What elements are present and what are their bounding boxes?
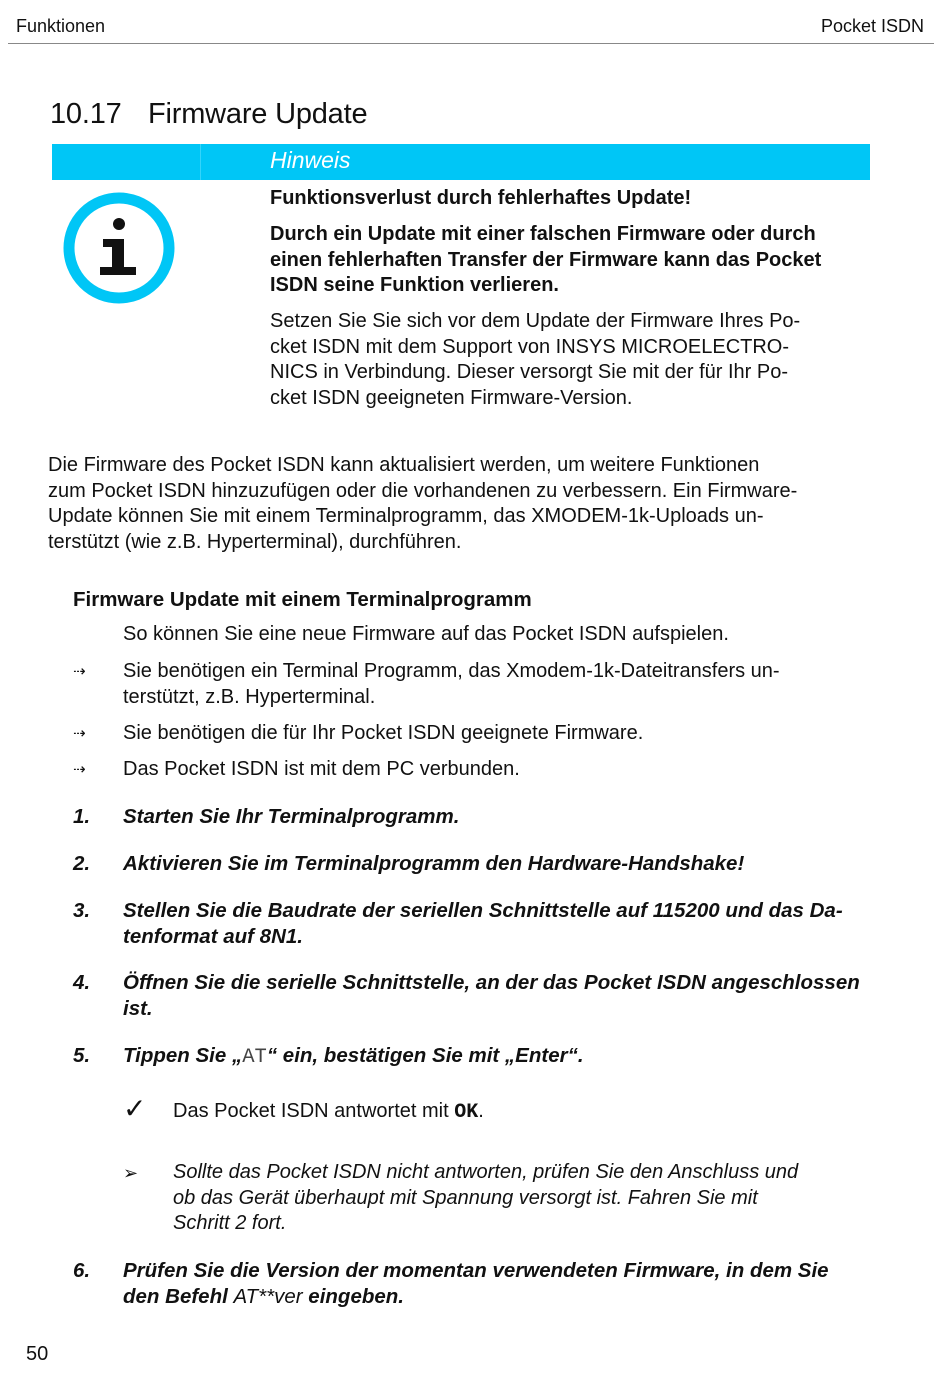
note-bold-line: Durch ein Update mit einer falschen Firmware oder durch	[270, 223, 816, 245]
step-item	[73, 1258, 883, 1309]
step-number: 4.	[73, 971, 91, 994]
note-bold-line: ISDN seine Funktion verlieren.	[270, 274, 559, 296]
body-line: zum Pocket ISDN hinzuzufügen oder die vorhandenen zu verbessern. Ein Firmware-	[48, 479, 798, 502]
checkmark-icon: ✓	[123, 1093, 147, 1124]
step-item	[73, 851, 883, 877]
command-code: AT**ver	[233, 1284, 303, 1308]
note-warning: Funktionsverlust durch fehlerhaftes Update!	[270, 187, 692, 209]
running-header-right: Pocket ISDN	[820, 16, 924, 36]
note-line: cket ISDN geeigneten Firmware-Version.	[270, 386, 633, 409]
note-line: NICS in Verbindung. Dieser versorgt Sie mit der für Ihr Po-	[270, 361, 788, 383]
step-text: Stellen Sie die Baudrate der seriellen Schnittstelle auf 115200 und das Da-	[123, 899, 843, 922]
hint-line: Sollte das Pocket ISDN nicht antworten, prüfen Sie den Anschluss und	[173, 1161, 799, 1183]
section-number: 10.17	[50, 98, 122, 130]
hint-line: ob das Gerät überhaupt mit Spannung versorgt ist. Fahren Sie mit	[173, 1186, 758, 1209]
step-text: Starten Sie Ihr Terminalprogramm.	[123, 805, 460, 828]
prerequisite-item	[73, 659, 873, 710]
step-item	[73, 1043, 883, 1071]
command-code: AT	[242, 1046, 267, 1069]
arrow-icon: ⇢	[73, 761, 86, 778]
prerequisite-line: terstützt, z.B. Hyperterminal.	[123, 685, 376, 708]
body-line: Die Firmware des Pocket ISDN kann aktualisiert werden, um weitere Funktionen	[48, 454, 760, 476]
step-text: Prüfen Sie die Version der momentan verwendeten Firmware, in dem Sie	[123, 1259, 829, 1282]
step-item	[73, 804, 883, 830]
step-item	[73, 898, 883, 949]
page-number: 50	[26, 1343, 49, 1365]
running-header-left: Funktionen	[16, 16, 106, 36]
note-text	[270, 309, 860, 411]
prerequisite-item	[73, 721, 873, 747]
note-line: Setzen Sie Sie sich vor dem Update der Firmware Ihres Po-	[270, 310, 801, 332]
step-number: 2.	[73, 852, 91, 875]
intro-text: So können Sie eine neue Firmware auf das Pocket ISDN aufspielen.	[123, 623, 729, 645]
step-text: tenformat auf 8N1.	[123, 924, 303, 948]
note-bold-line: einen fehlerhaften Transfer der Firmware kann das Pocket	[270, 248, 822, 271]
response-code: OK	[454, 1101, 479, 1124]
step-text: eingeben.	[302, 1284, 404, 1308]
note-title: Hinweis	[270, 147, 351, 173]
note-line: cket ISDN mit dem Support von INSYS MICROELECTRO-	[270, 335, 790, 358]
note-header-bar	[52, 144, 870, 180]
step-text: den Befehl	[123, 1284, 234, 1308]
info-icon	[62, 191, 176, 310]
step-number: 1.	[73, 805, 91, 828]
body-paragraph	[48, 453, 888, 555]
result-text: Das Pocket ISDN antwortet mit	[173, 1100, 455, 1122]
body-line: Update können Sie mit einem Terminalprogramm, das XMODEM-1k-Uploads un-	[48, 505, 764, 527]
prerequisite-line: Das Pocket ISDN ist mit dem PC verbunden.	[123, 758, 520, 780]
header-rule	[8, 43, 934, 44]
result-text-end: .	[478, 1100, 484, 1122]
step-number: 5.	[73, 1044, 91, 1067]
prerequisite-line: Sie benötigen ein Terminal Programm, das Xmodem-1k-Dateitransfers un-	[123, 660, 780, 682]
subheading: Firmware Update mit einem Terminalprogramm	[73, 588, 532, 611]
hint-line: Schritt 2 fort.	[173, 1212, 287, 1234]
prerequisite-line: Sie benötigen die für Ihr Pocket ISDN geeignete Firmware.	[123, 722, 644, 744]
note-bold-text	[270, 222, 860, 299]
body-line: terstützt (wie z.B. Hyperterminal), durchführen.	[48, 530, 462, 553]
arrow-icon: ⇢	[73, 725, 86, 742]
step-text: Öffnen Sie die serielle Schnittstelle, an der das Pocket ISDN angeschlossen	[123, 971, 860, 994]
section-title-text: Firmware Update	[148, 98, 368, 130]
step-text: Aktivieren Sie im Terminalprogramm den Hardware-Handshake!	[123, 852, 745, 875]
step-item	[73, 970, 883, 1021]
hint-item	[123, 1160, 883, 1237]
arrowhead-icon: ➢	[123, 1163, 139, 1183]
step-text: “ ein, bestätigen Sie mit „Enter“.	[266, 1044, 584, 1067]
step-number: 6.	[73, 1259, 91, 1282]
step-number: 3.	[73, 899, 91, 922]
step-text: ist.	[123, 996, 153, 1020]
prerequisite-item	[73, 757, 873, 783]
arrow-icon: ⇢	[73, 663, 86, 680]
step-text: Tippen Sie „	[123, 1044, 243, 1067]
section-title	[50, 98, 367, 131]
